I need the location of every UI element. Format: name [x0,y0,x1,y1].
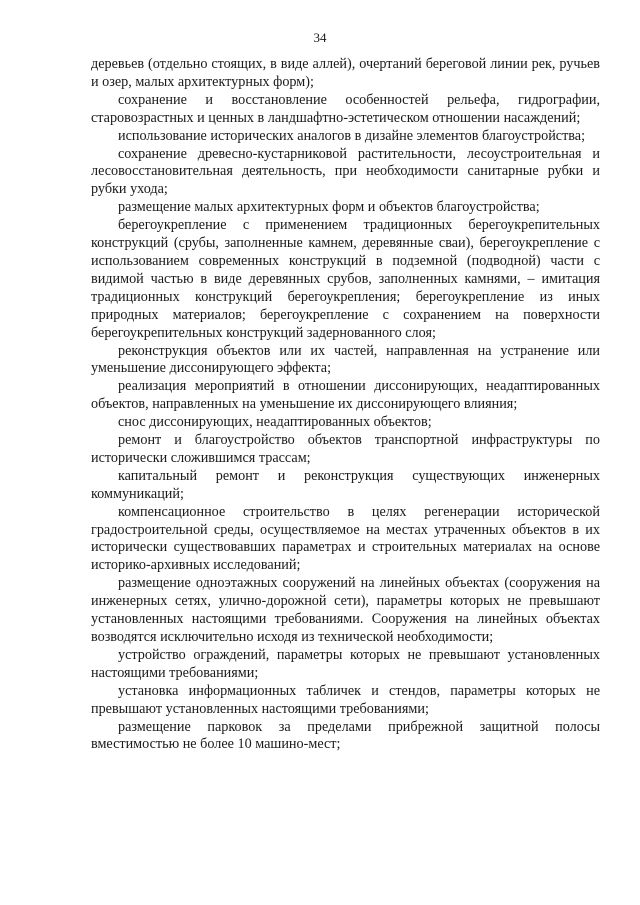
paragraph-transport: ремонт и благоустройство объектов транспортной инфраструктуры по исторически сложившимся трассам; [91,432,600,466]
paragraph-parking: размещение парковок за пределами прибрежной защитной полосы вместимостью не более 10 машино-мест; [91,718,600,753]
paragraph-continuation: деревьев (отдельно стоящих, в виде аллей), очертаний береговой линии рек, ручьев и озер, малых архитектурных форм); [91,56,600,90]
paragraph-small-forms: размещение малых архитектурных форм и объектов благоустройства; [118,199,540,216]
paragraph-dissonant-measures: реализация мероприятий в отношении диссонирующих, неадаптированных объектов, направленных на уменьшение их диссонирующего влияния; [91,378,600,413]
paragraph-bank-protection: берегоукрепление с применением традиционных берегоукрепительных конструкций (срубы, заполненные камнем, деревянные сваи), берегоукрепление с использованием современных конструкций в подземной (подводной) части с видимой частью в виде деревянных срубов, заполненных камнями, – имитация традиционных конструкций берегоукрепления; берегоукрепление из иных природных материалов; берегоукрепление с сохранением на поверхности берегоукрепительных конструкций задернованного слоя; [91,217,600,341]
paragraph-relief-hydrography: сохранение и восстановление особенностей рельефа, гидрографии, старовозрастных и ценных в ландшафтно-эстетическом отношении насаждений; [91,91,600,126]
paragraph-compensatory-construction: компенсационное строительство в целях регенерации исторической градостроительной среды, осуществляемое на местах утраченных объектов в их исторически существовавших параметрах и строительных материалах на основе историко-архивных исследований; [91,503,600,574]
page-number: 34 [313,30,327,45]
paragraph-utilities: капитальный ремонт и реконструкция существующих инженерных коммуникаций; [91,467,600,502]
paragraph-reconstruction: реконструкция объектов или их частей, направленная на устранение или уменьшение диссонирующего эффекта; [91,342,600,377]
paragraph-info-signs: установка информационных табличек и стендов, параметры которых не превышают установленных настоящими требованиями; [91,682,600,717]
paragraph-demolition: снос диссонирующих, неадаптированных объектов; [118,414,432,431]
paragraph-historical-analogs: использование исторических аналогов в дизайне элементов благоустройства; [118,127,586,144]
paragraph-single-storey-structures: размещение одноэтажных сооружений на линейных объектах (сооружения на инженерных сетях, улично-дорожной сети), параметры которых не превышают установленных настоящими требованиями. Сооружения на линейных объектах возводятся исключительно исходя из технической необходимости; [91,575,600,645]
paragraph-vegetation: сохранение древесно-кустарниковой растительности, лесоустроительная и лесовосстановительная деятельность, при необходимости санитарные рубки и рубки ухода; [91,145,600,198]
paragraph-fences: устройство ограждений, параметры которых не превышают установленных настоящими требованиями; [91,646,600,681]
document-body [91,56,600,754]
